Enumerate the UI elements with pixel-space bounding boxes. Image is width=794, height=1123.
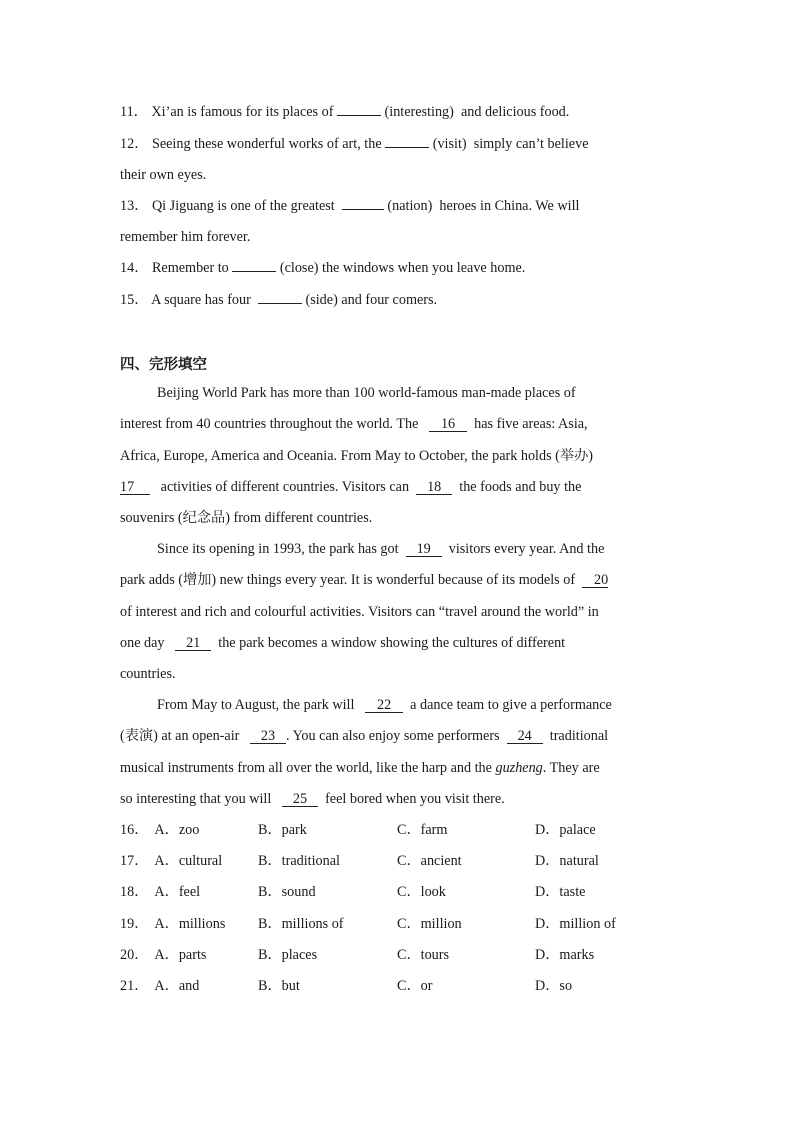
option-D[interactable]: D．natural: [535, 853, 599, 869]
option-text: A．parts: [154, 947, 207, 963]
blank-21[interactable]: 21: [175, 636, 211, 651]
question-13: 13． Qi Jiguang is one of the greatest (nation) heroes in China. We will: [120, 198, 580, 214]
question-number: 18．: [120, 884, 149, 900]
option-A[interactable]: [120, 883, 200, 901]
option-C[interactable]: C．farm: [397, 822, 448, 838]
option-A[interactable]: [120, 821, 199, 839]
option-D[interactable]: D．taste: [535, 884, 586, 900]
blank-20[interactable]: 20: [582, 573, 608, 588]
passage-line: musical instruments from all over the world, like the harp and the guzheng. They are: [120, 760, 600, 776]
option-D[interactable]: D．palace: [535, 822, 596, 838]
blank-25[interactable]: 25: [282, 792, 318, 807]
blank-18[interactable]: 18: [416, 480, 452, 495]
option-B[interactable]: B．places: [258, 947, 318, 963]
passage-line: Beijing World Park has more than 100 world-famous man-made places of: [157, 385, 576, 401]
question-15: 15． A square has four (side) and four comers.: [120, 292, 438, 308]
option-row-17: [120, 852, 680, 870]
option-B[interactable]: B．park: [258, 822, 307, 838]
option-row-16: [120, 821, 680, 839]
option-C[interactable]: C．or: [397, 978, 433, 994]
passage-line: park adds (增加) new things every year. It is wonderful because of its models of 20: [120, 572, 609, 588]
question-number: 19．: [120, 916, 149, 932]
passage-line: From May to August, the park will 22 a dance team to give a performance: [157, 697, 612, 713]
option-B[interactable]: B．traditional: [258, 853, 340, 869]
option-D[interactable]: D．marks: [535, 947, 595, 963]
blank-22[interactable]: 22: [365, 698, 403, 713]
option-row-20: [120, 946, 680, 964]
blank-17[interactable]: 17: [120, 480, 150, 495]
option-A[interactable]: [120, 977, 199, 995]
passage-line: (表演) at an open-air 23 . You can also enjoy some performers 24 traditional: [120, 728, 609, 744]
question-11: 11． Xi’an is famous for its places of (interesting) and delicious food.: [120, 104, 570, 120]
option-D[interactable]: D．million of: [535, 916, 616, 932]
question-12: 12． Seeing these wonderful works of art, the (visit) simply can’t believe: [120, 136, 589, 152]
answer-blank[interactable]: [385, 147, 429, 148]
passage-line: Since its opening in 1993, the park has got 19 visitors every year. And the: [157, 541, 605, 557]
question-number: 16．: [120, 822, 149, 838]
option-B[interactable]: B．millions of: [258, 916, 344, 932]
option-row-19: [120, 915, 680, 933]
blank-16[interactable]: 16: [429, 417, 467, 432]
passage-line: Africa, Europe, America and Oceania. From May to October, the park holds (举办): [120, 448, 593, 464]
answer-blank[interactable]: [342, 209, 384, 210]
option-B[interactable]: B．sound: [258, 884, 316, 900]
question-number: 21．: [120, 978, 149, 994]
answer-blank[interactable]: [232, 271, 276, 272]
option-row-18: [120, 883, 680, 901]
option-C[interactable]: C．million: [397, 916, 462, 932]
option-C[interactable]: C．tours: [397, 947, 450, 963]
answer-blank[interactable]: [337, 115, 381, 116]
passage-line: countries.: [120, 666, 176, 682]
question-12-continued: their own eyes.: [120, 167, 207, 183]
blank-23[interactable]: 23: [250, 729, 286, 744]
option-A[interactable]: [120, 915, 225, 933]
option-text: A．zoo: [154, 822, 200, 838]
option-text: A．millions: [154, 916, 226, 932]
question-14: 14． Remember to (close) the windows when you leave home.: [120, 260, 526, 276]
question-number: 20．: [120, 947, 149, 963]
passage-line: of interest and rich and colourful activities. Visitors can “travel around the world” in: [120, 604, 599, 620]
option-text: A．cultural: [154, 853, 223, 869]
blank-19[interactable]: 19: [406, 542, 442, 557]
passage-line: interest from 40 countries throughout the world. The 16 has five areas: Asia,: [120, 416, 588, 432]
question-number: 17．: [120, 853, 149, 869]
section-title: 四、完形填空: [120, 357, 207, 373]
blank-24[interactable]: 24: [507, 729, 543, 744]
passage-line: so interesting that you will 25 feel bored when you visit there.: [120, 791, 505, 807]
option-C[interactable]: C．ancient: [397, 853, 462, 869]
option-A[interactable]: [120, 946, 206, 964]
option-text: A．and: [154, 978, 200, 994]
passage-line: souvenirs (纪念品) from different countries.: [120, 510, 373, 526]
option-A[interactable]: [120, 852, 222, 870]
passage-line: one day 21 the park becomes a window showing the cultures of different: [120, 635, 566, 651]
option-C[interactable]: C．look: [397, 884, 446, 900]
question-13-continued: remember him forever.: [120, 229, 251, 245]
answer-blank[interactable]: [258, 303, 302, 304]
option-row-21: [120, 977, 680, 995]
option-D[interactable]: D．so: [535, 978, 573, 994]
option-text: A．feel: [154, 884, 201, 900]
option-B[interactable]: B．but: [258, 978, 300, 994]
passage-line: 17 activities of different countries. Visitors can 18 the foods and buy the: [120, 479, 582, 495]
